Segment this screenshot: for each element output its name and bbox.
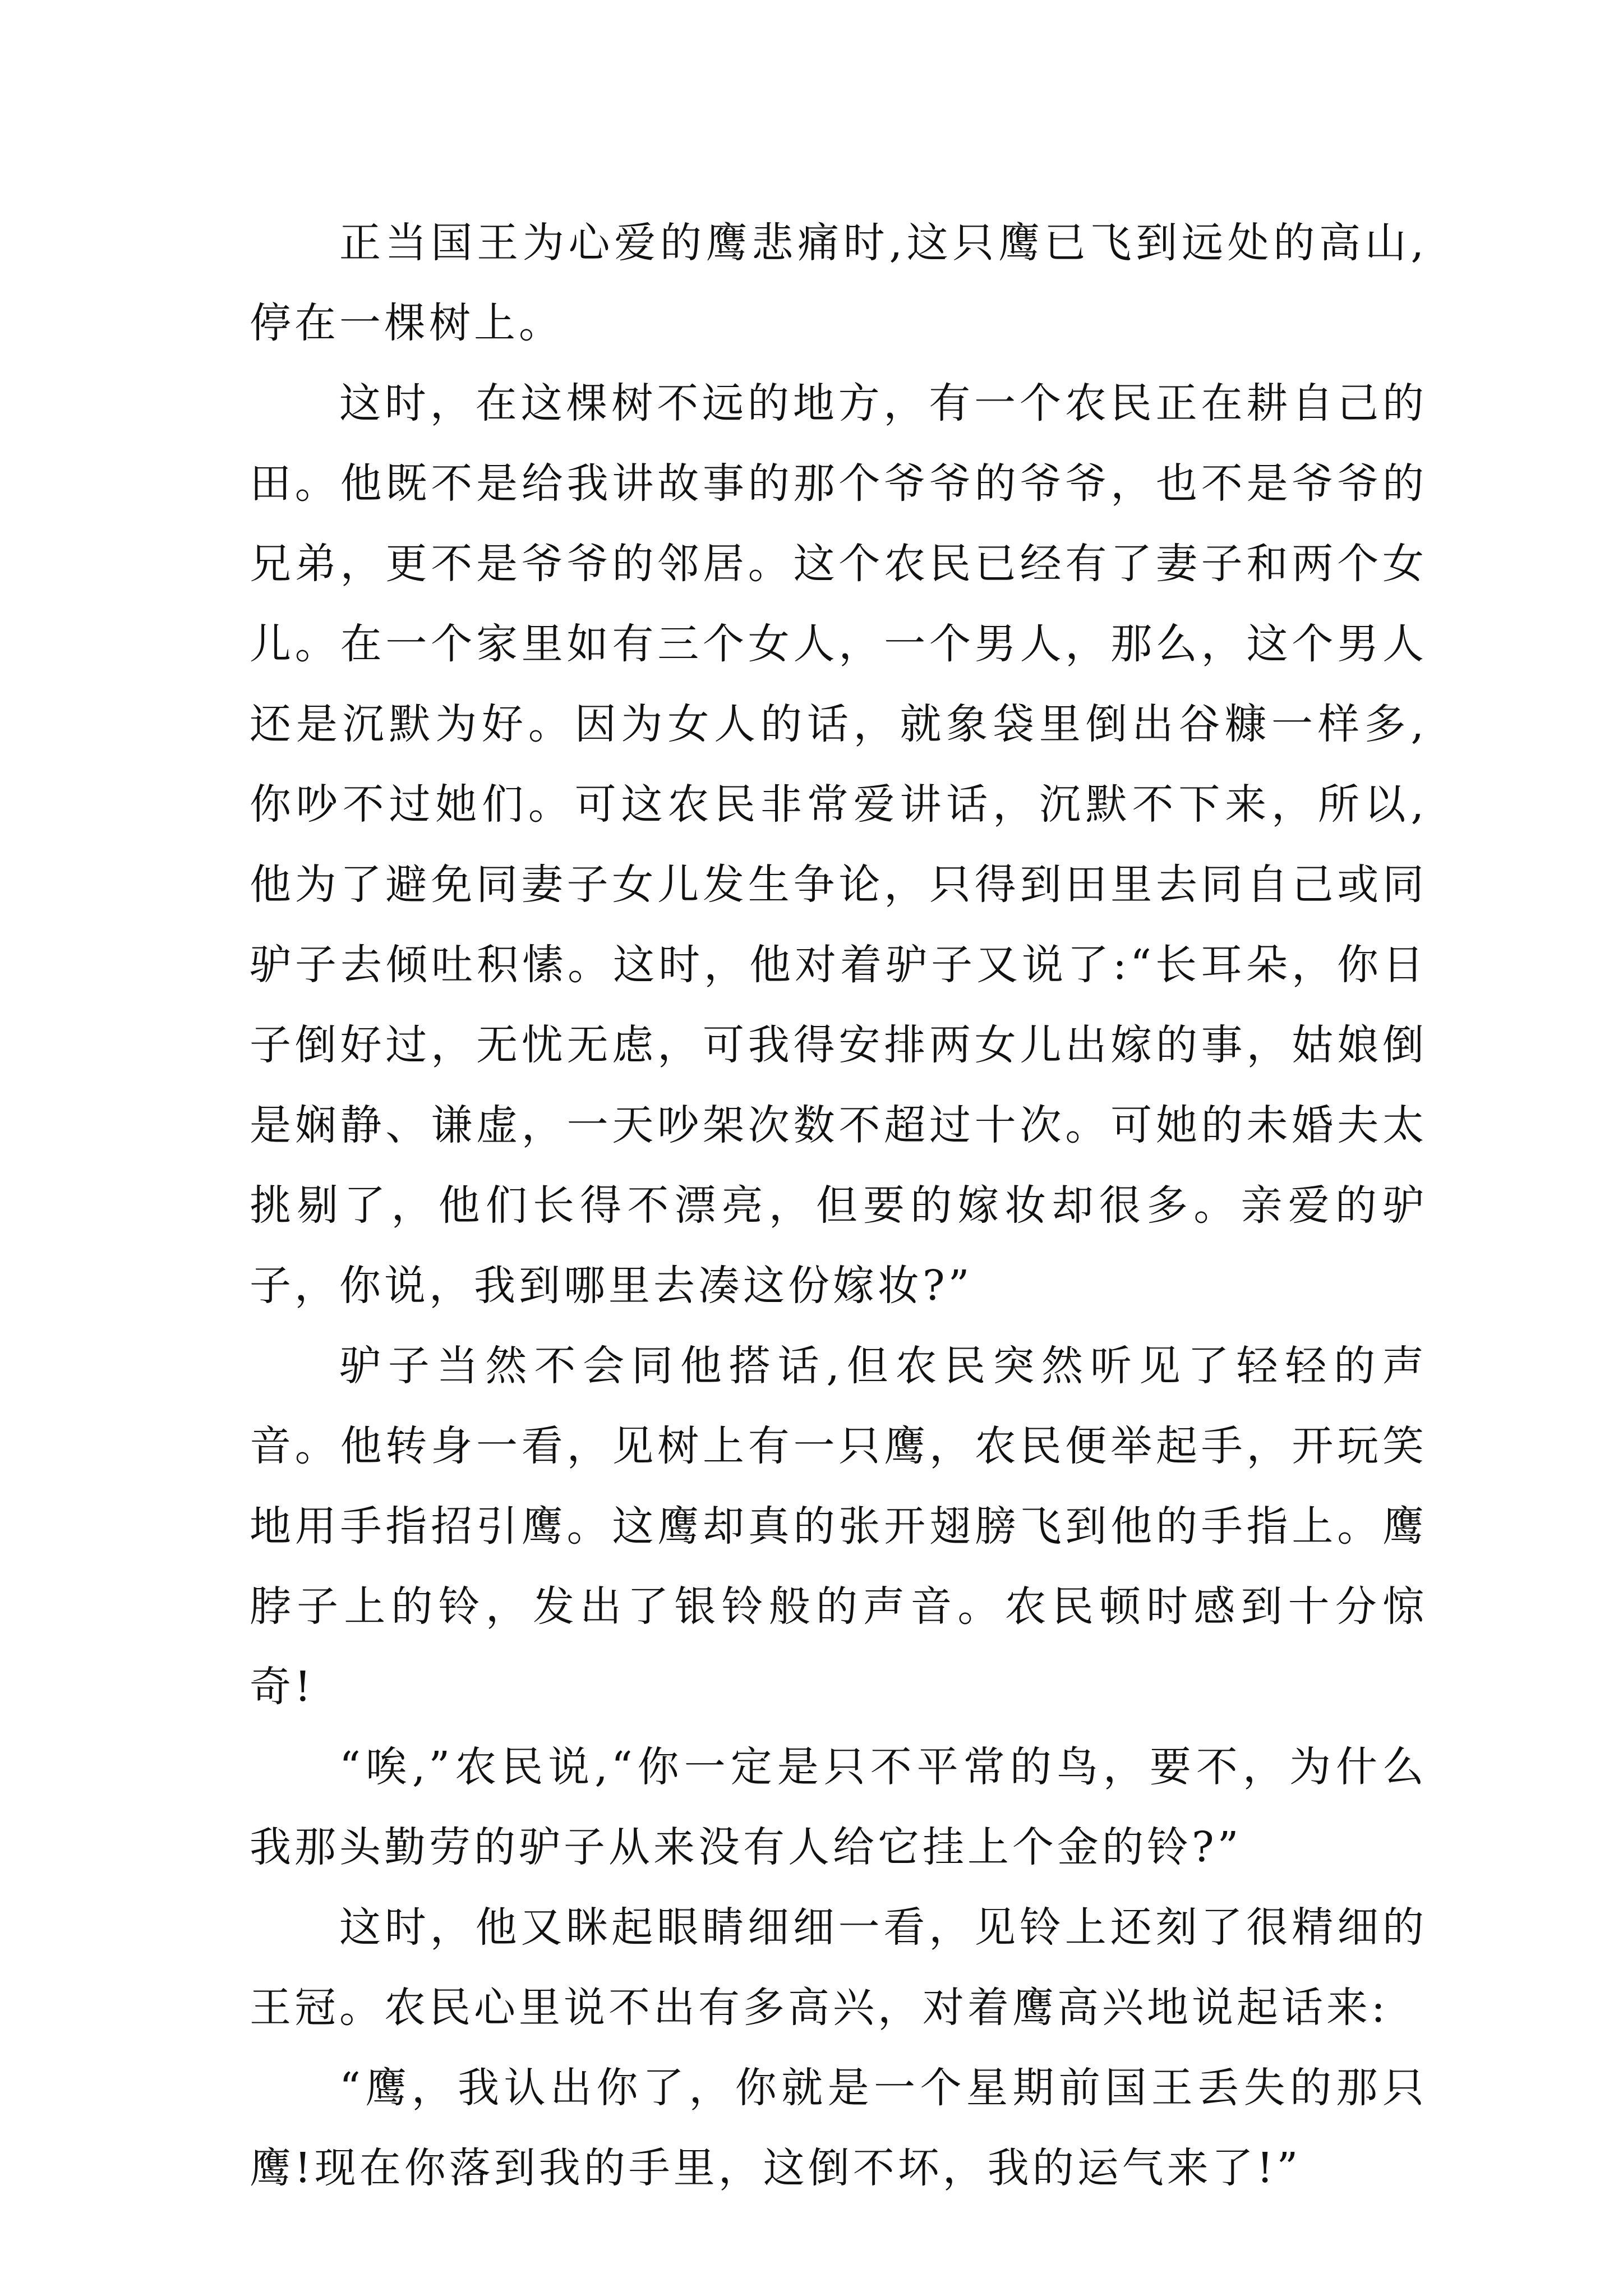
paragraph: 这时，在这棵树不远的地方，有一个农民正在耕自己的田。他既不是给我讲故事的那个爷爷的爷爷，也不是爷爷的兄弟，更不是爷爷的邻居。这个农民已经有了妻子和两个女儿。在一个家里如有三个女人，一个男人，那么，这个男人还是沉默为好。因为女人的话，就象袋里倒出谷糠一样多,你吵不过她们。可这农民非常爱讲话，沉默不下来，所以,他为了避免同妻子女儿发生争论，只得到田里去同自己或同驴子去倾吐积愫。这时，他对着驴子又说了:“长耳朵，你日子倒好过，无忧无虑，可我得安排两女儿出嫁的事，姑娘倒是娴静、谦虚，一天吵架次数不超过十次。可她的未婚夫太挑剔了，他们长得不漂亮，但要的嫁妆却很多。亲爱的驴子，你说，我到哪里去凑这份嫁妆?” [250,379,1427,1310]
paragraph: 驴子当然不会同他搭话,但农民突然听见了轻轻的声音。他转身一看，见树上有一只鹰，农民便举起手，开玩笑地用手指招引鹰。这鹰却真的张开翅膀飞到他的手指上。鹰脖子上的铃，发出了银铃般的声音。农民顿时感到十分惊奇! [250,1342,1427,1711]
story-text [250,203,1427,2208]
paragraph: 这时，他又眯起眼睛细细一看，见铃上还刻了很精细的王冠。农民心里说不出有多高兴，对着鹰高兴地说起话来: [250,1903,1427,2032]
paragraph: 正当国王为心爱的鹰悲痛时,这只鹰已飞到远处的高山,停在一棵树上。 [250,219,1427,347]
paragraph: “唉,”农民说,“你一定是只不平常的鸟，要不，为什么我那头勤劳的驴子从来没有人给它挂上个金的铃?” [250,1743,1427,1871]
paragraph: “鹰，我认出你了，你就是一个星期前国王丢失的那只鹰!现在你落到我的手里，这倒不坏，我的运气来了!” [250,2064,1427,2192]
